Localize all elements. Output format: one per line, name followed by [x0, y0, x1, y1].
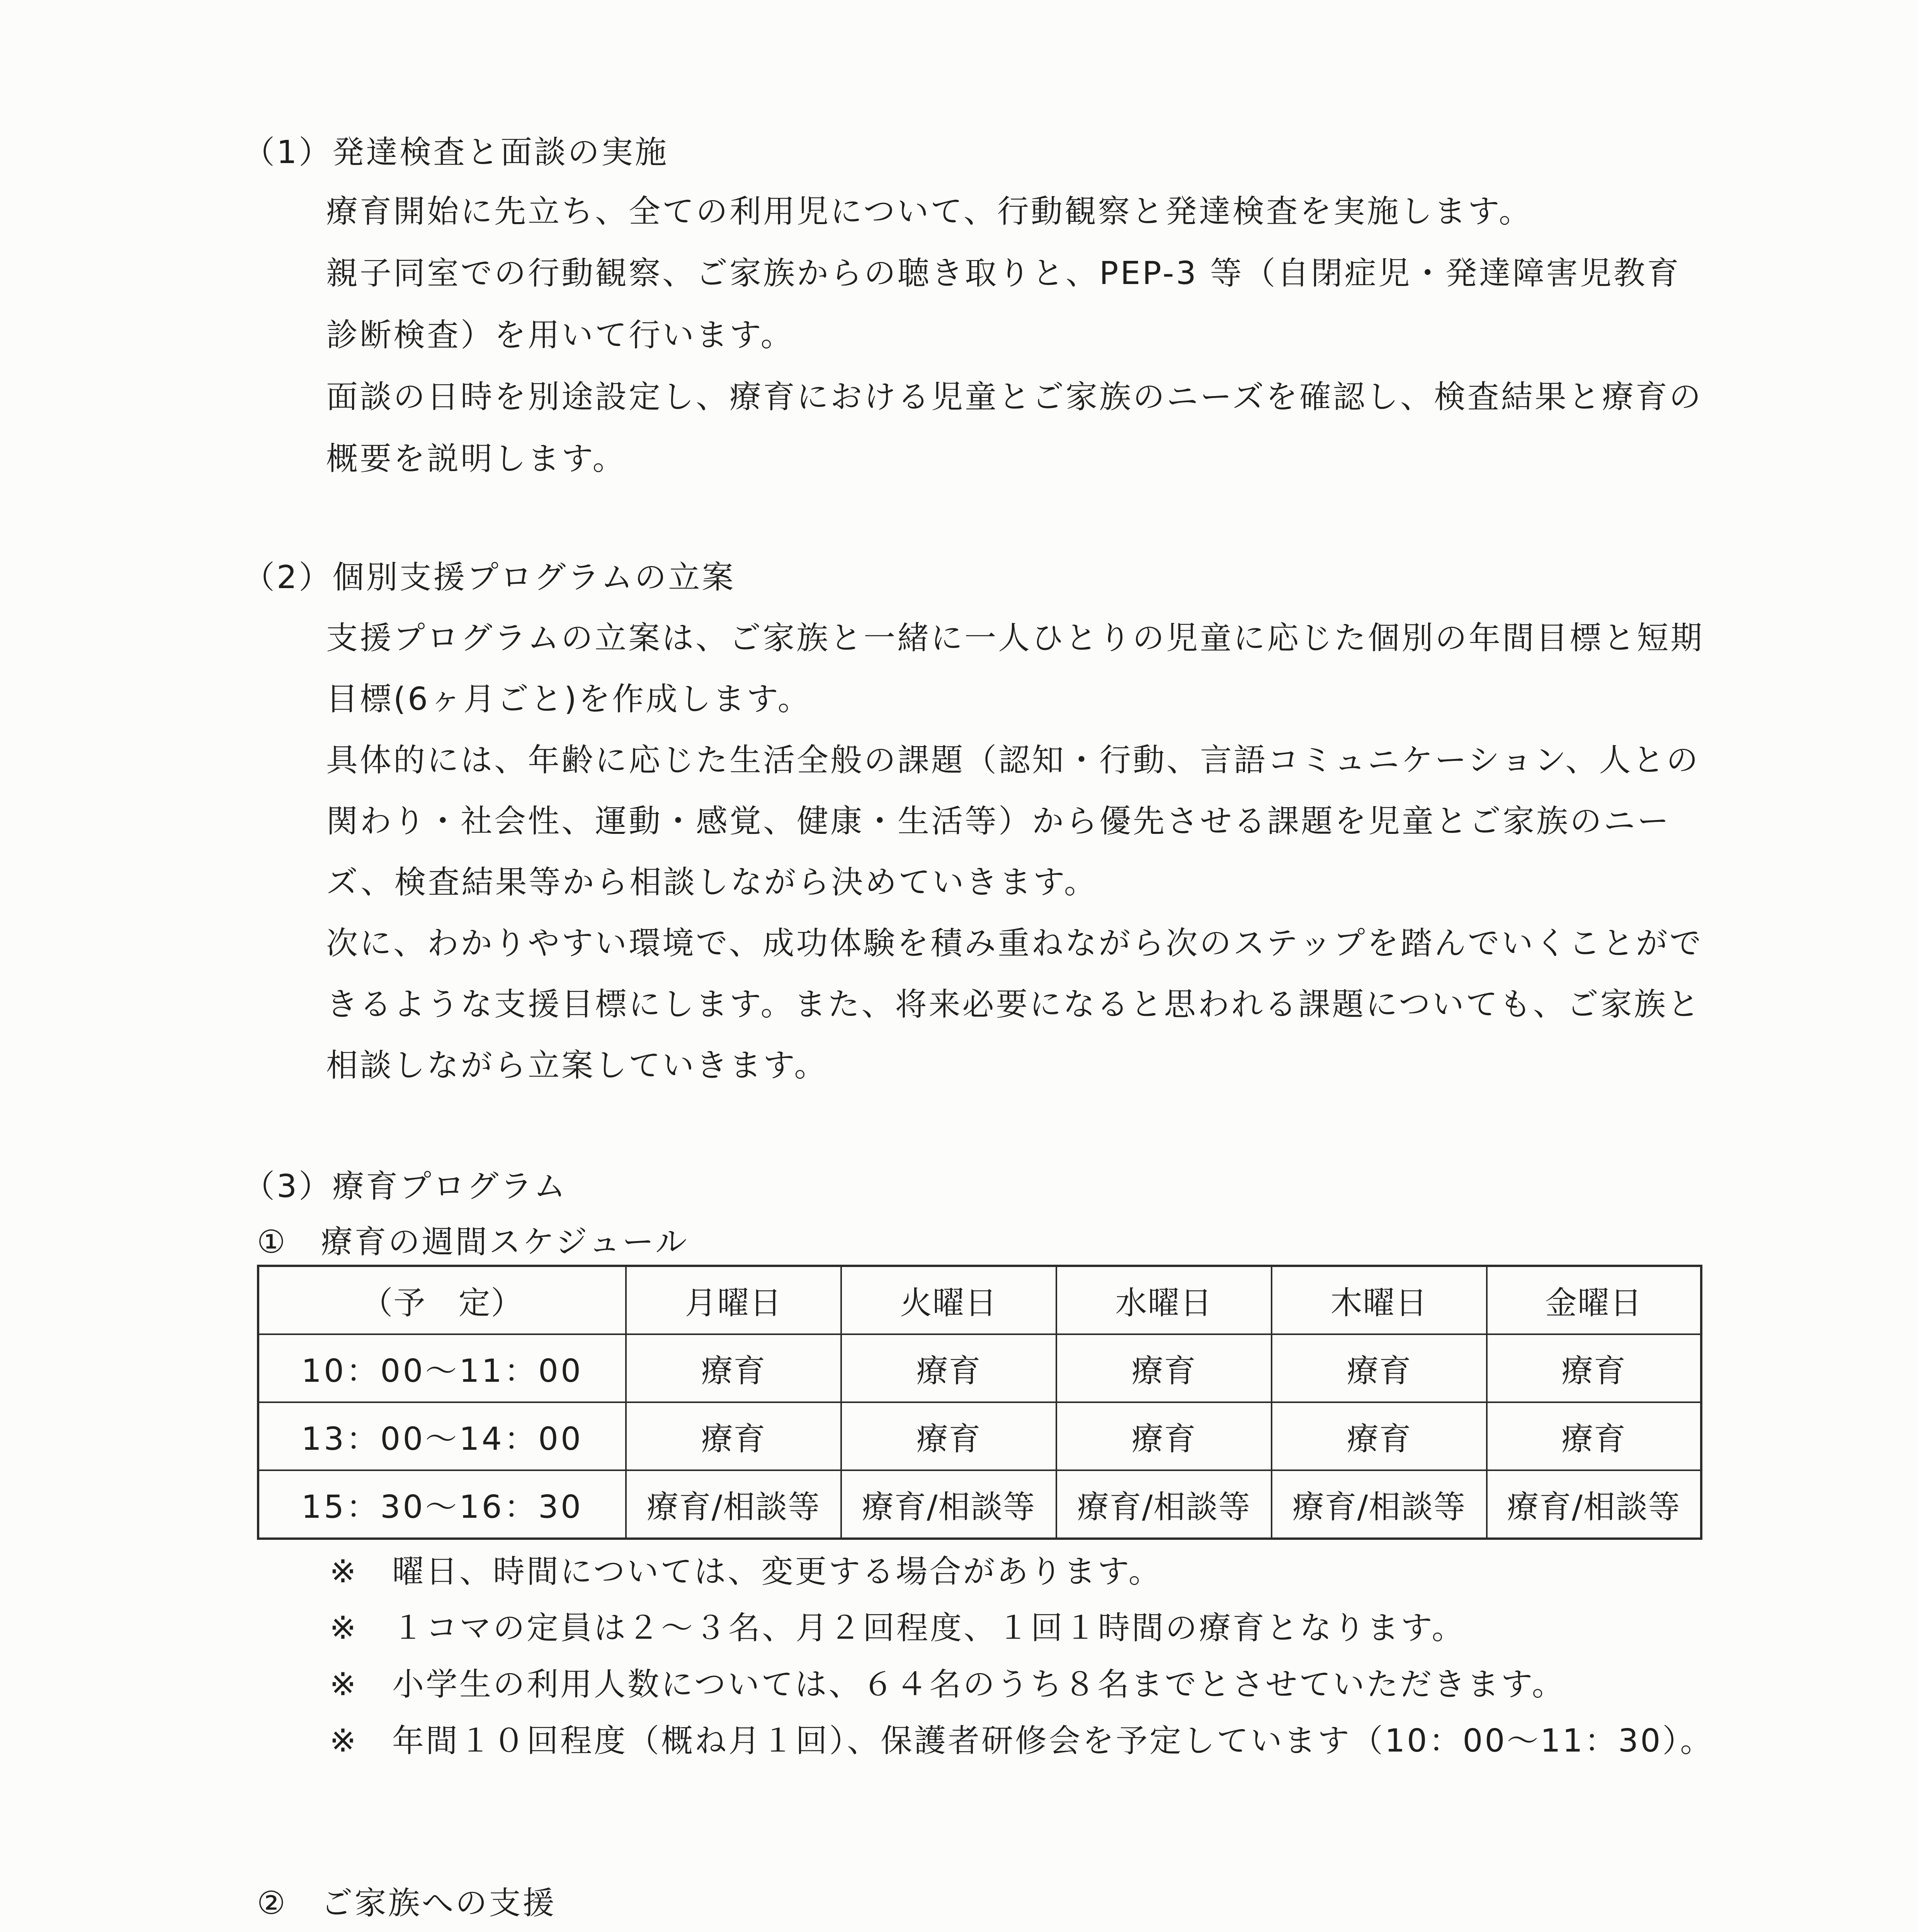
- header-cell-wednesday: 水曜日: [1056, 1266, 1272, 1334]
- table-cell: 療育: [1272, 1402, 1487, 1470]
- section1-body: [326, 181, 1703, 490]
- section1-line: 診断検査）を用いて行います。: [326, 317, 794, 354]
- table-row: [258, 1402, 1701, 1470]
- table-cell: 療育: [1487, 1402, 1701, 1470]
- time-cell: 10：00～11：00: [258, 1334, 626, 1402]
- note-text: 小学生の利用人数については、６４名のうち８名までとさせていただきます。: [392, 1666, 1566, 1703]
- note-mark: ※: [330, 1666, 358, 1703]
- header-cell-thursday: 木曜日: [1272, 1266, 1487, 1334]
- note-text: 曜日、時間については、変更する場合があります。: [392, 1553, 1162, 1590]
- table-row: [258, 1470, 1701, 1539]
- note-mark: ※: [330, 1553, 358, 1590]
- section2-line: 支援プログラムの立案は、ご家族と一緒に一人ひとりの児童に応じた個別の年間目標と短期: [326, 620, 1704, 656]
- header-cell-tuesday: 火曜日: [841, 1266, 1056, 1334]
- schedule-title: ① 療育の週間スケジュール: [257, 1224, 689, 1260]
- header-cell-monday: 月曜日: [626, 1266, 841, 1334]
- section2-line: 具体的には、年齢に応じた生活全般の課題（認知・行動、言語コミュニケーション、人との: [326, 742, 1700, 779]
- note-item: [330, 1600, 1759, 1656]
- section2-line: 関わり・社会性、運動・感覚、健康・生活等）から優先させる課題を児童とご家族のニー: [326, 803, 1671, 840]
- note-text: 年間１０回程度（概ね月１回）、保護者研修会を予定しています（10：00～11：30）。: [392, 1723, 1714, 1759]
- table-cell: 療育/相談等: [1272, 1470, 1487, 1539]
- section2-line: ズ、検査結果等から相談しながら決めていきます。: [326, 864, 1098, 901]
- time-cell: 15：30～16：30: [258, 1470, 626, 1539]
- table-cell: 療育: [841, 1402, 1056, 1470]
- table-cell: 療育/相談等: [1487, 1470, 1701, 1539]
- table-cell: 療育/相談等: [1056, 1470, 1272, 1539]
- table-cell: 療育: [1056, 1402, 1272, 1470]
- note-item: [330, 1656, 1759, 1713]
- section1-line: 面談の日時を別途設定し、療育における児童とご家族のニーズを確認し、検査結果と療育の: [326, 379, 1703, 415]
- section2-line: きるような支援目標にします。また、将来必要になると思われる課題についても、ご家族と: [326, 986, 1701, 1023]
- section2-line: 相談しながら立案していきます。: [326, 1047, 828, 1084]
- section2-heading: （2）個別支援プログラムの立案: [243, 559, 736, 596]
- section2-line: 目標(6ヶ月ごと)を作成します。: [326, 681, 811, 718]
- note-item: [330, 1544, 1759, 1600]
- table-header-row: [258, 1266, 1701, 1334]
- header-cell-schedule: （予 定）: [258, 1266, 626, 1334]
- weekly-schedule-table: [257, 1265, 1702, 1540]
- table-cell: 療育/相談等: [626, 1470, 841, 1539]
- section1-line: 概要を説明します。: [326, 440, 626, 477]
- table-cell: 療育/相談等: [841, 1470, 1056, 1539]
- section2-body: [326, 608, 1704, 1096]
- section1-line: 療育開始に先立ち、全ての利用児について、行動観察と発達検査を実施します。: [326, 193, 1533, 230]
- table-cell: 療育: [626, 1402, 841, 1470]
- table-cell: 療育: [841, 1334, 1056, 1402]
- section1-heading: （1）発達検査と面談の実施: [243, 134, 669, 171]
- section2-line: 次に、わかりやすい環境で、成功体験を積み重ねながら次のステップを踏んでいくことがで: [326, 925, 1703, 962]
- schedule-notes: [330, 1544, 1759, 1769]
- table-cell: 療育: [1272, 1334, 1487, 1402]
- header-cell-friday: 金曜日: [1487, 1266, 1701, 1334]
- table-cell: 療育: [1487, 1334, 1701, 1402]
- section3-heading: （3）療育プログラム: [243, 1168, 568, 1205]
- table-row: [258, 1334, 1701, 1402]
- table-cell: 療育: [626, 1334, 841, 1402]
- note-mark: ※: [330, 1610, 358, 1646]
- table-cell: 療育: [1056, 1334, 1272, 1402]
- note-mark: ※: [330, 1723, 358, 1759]
- time-cell: 13：00～14：00: [258, 1402, 626, 1470]
- note-item: [330, 1713, 1759, 1769]
- section1-line: 親子同室での行動観察、ご家族からの聴き取りと、PEP-3 等（自閉症児・発達障害児教育: [326, 255, 1681, 292]
- family-support-heading: ② ご家族への支援: [257, 1885, 556, 1922]
- note-text: １コマの定員は２～３名、月２回程度、１回１時間の療育となります。: [392, 1610, 1466, 1646]
